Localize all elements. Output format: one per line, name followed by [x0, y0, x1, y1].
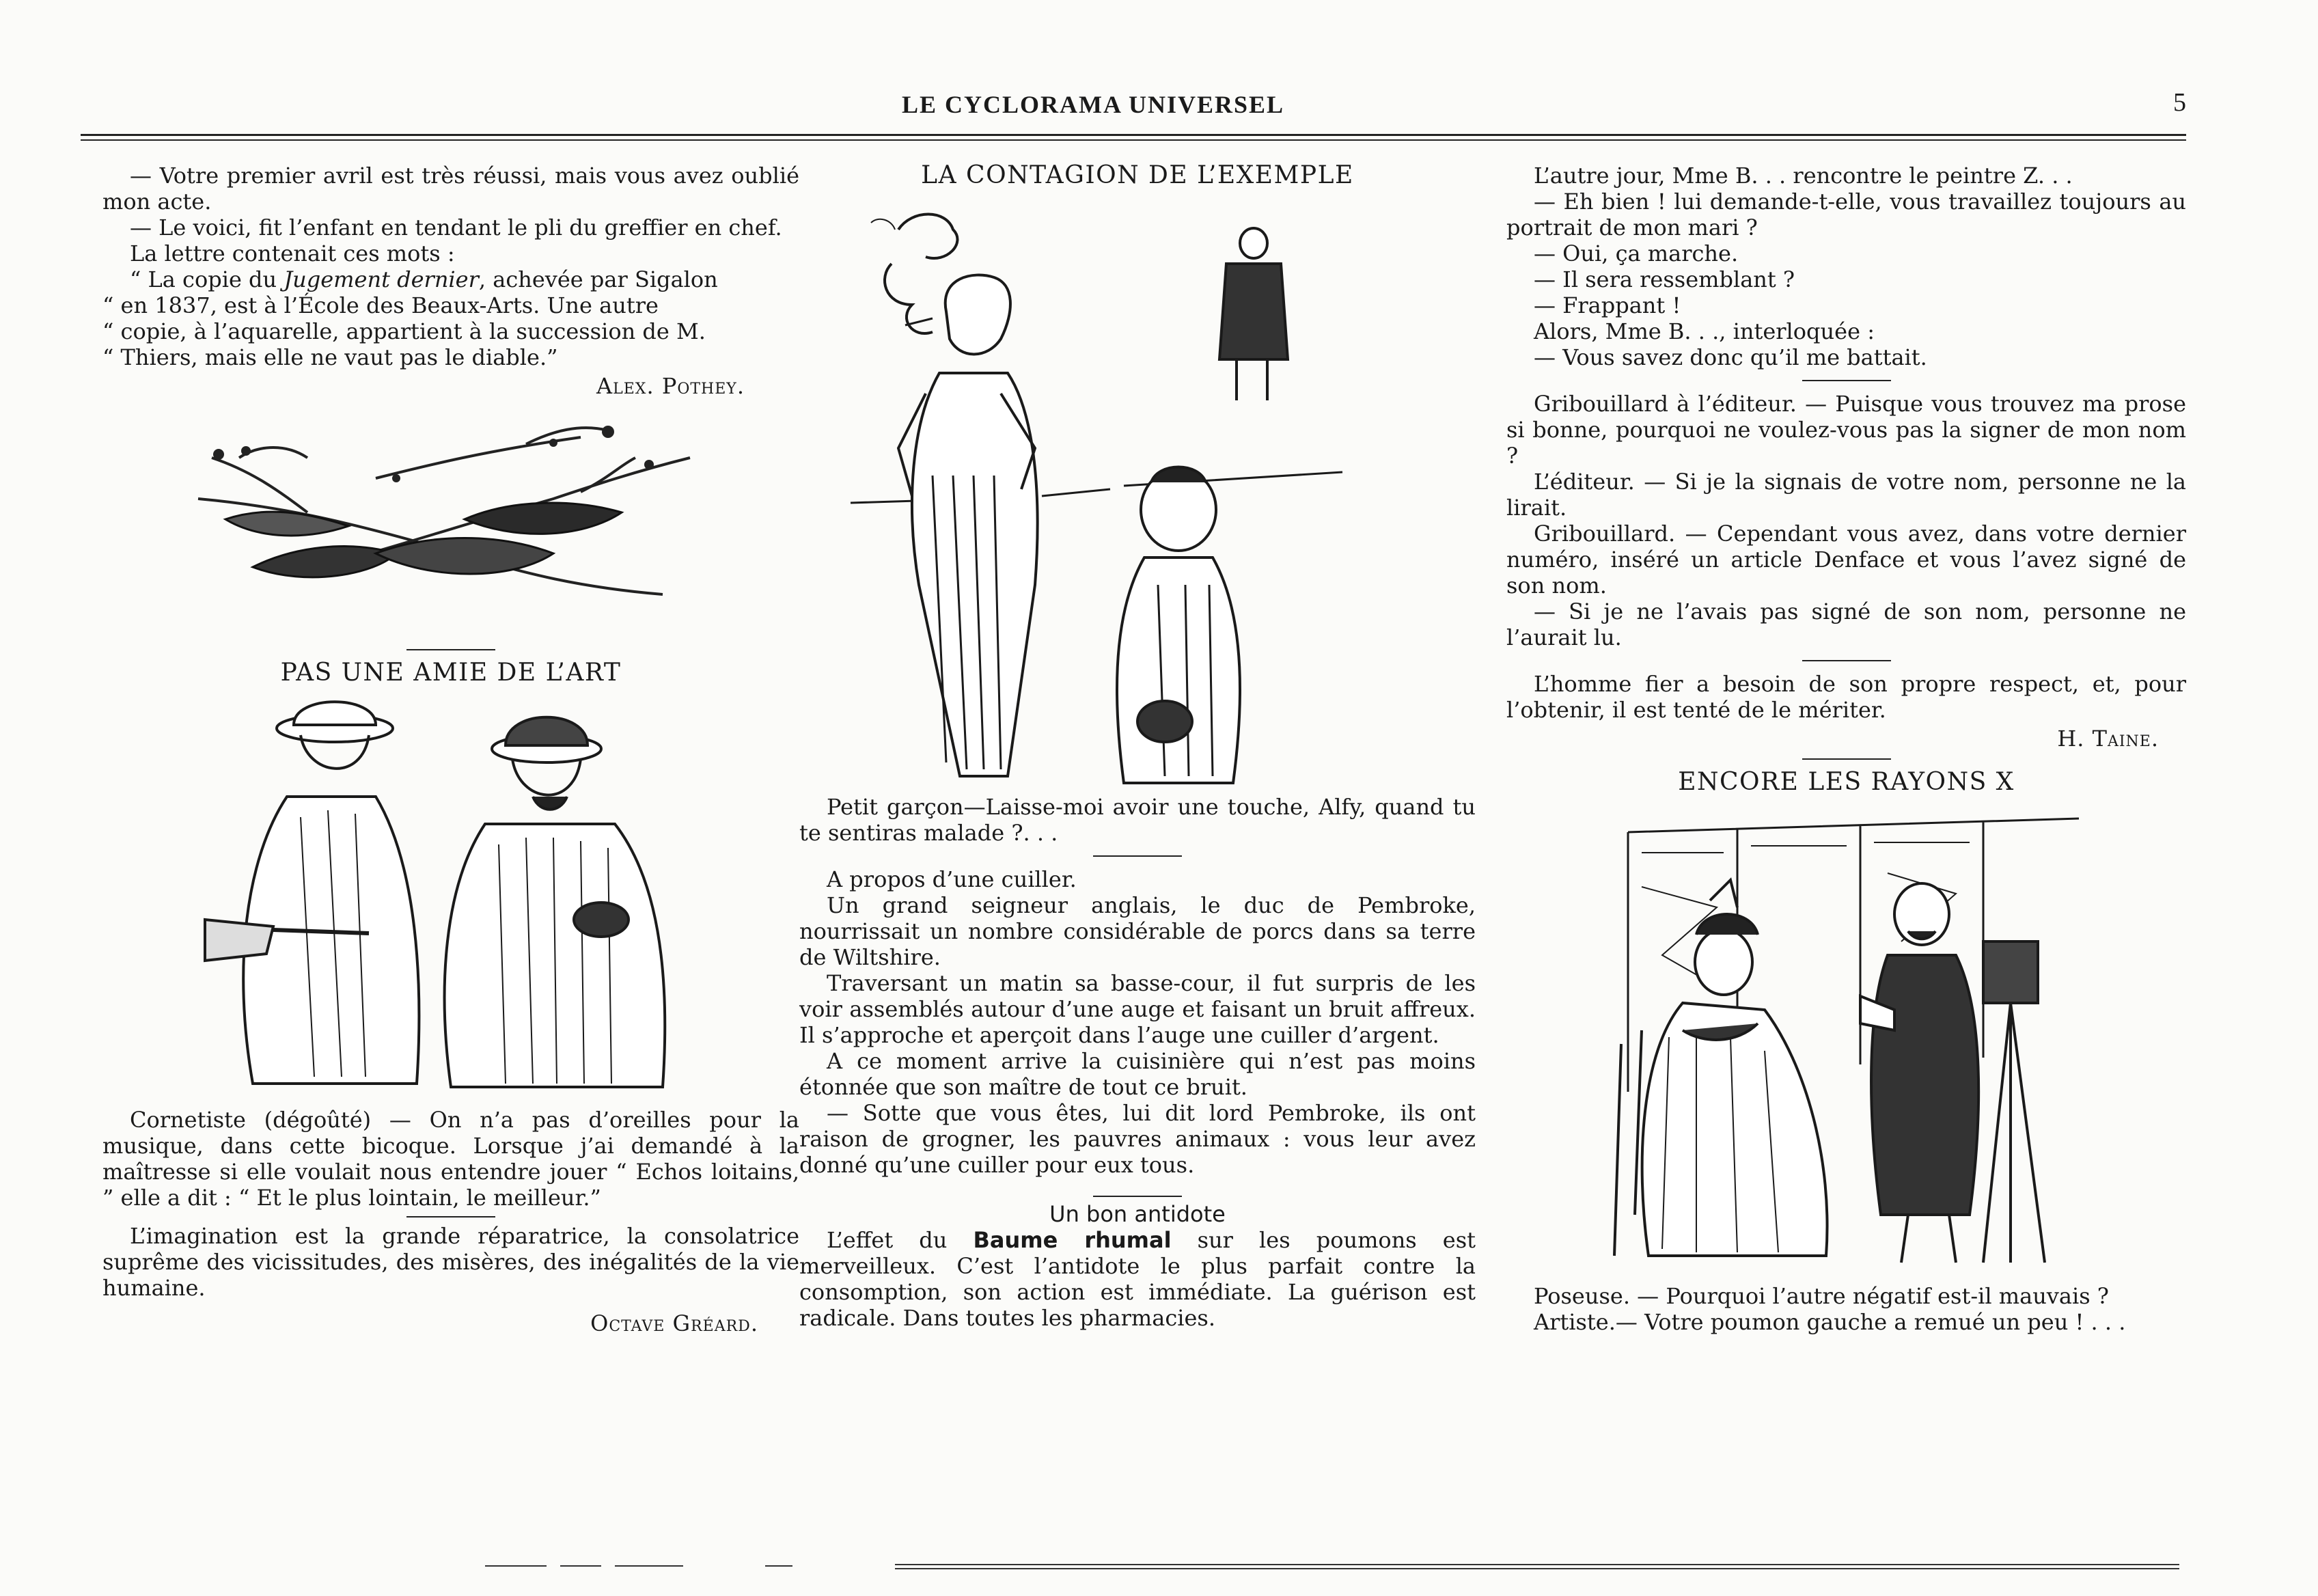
- paragraph: — Sotte que vous êtes, lui dit lord Pembroke, ils ont raison de grogner, les pauvres animaux : vous leur avez donné qu’une cuiller pour eux tous.: [799, 1100, 1476, 1178]
- bottom-rules: [0, 1558, 2318, 1578]
- separator: [1093, 855, 1182, 857]
- separator: [1802, 758, 1891, 760]
- separator: [1093, 1196, 1182, 1197]
- product-name: Baume rhumal: [973, 1227, 1172, 1253]
- section-heading: ENCORE LES RAYONS X: [1678, 768, 2015, 796]
- advert-text: [799, 1227, 1476, 1331]
- paragraph: Traversant un matin sa basse-cour, il fut surpris de les voir assemblés autour d’une auge et faisant un bruit affreux. Il s’approche et aperçoit dans l’auge une cuiller d’argent.: [799, 970, 1476, 1048]
- quote-text: , achevée par Sigalon: [478, 266, 718, 292]
- signature: Octave Gréard.: [590, 1310, 758, 1336]
- section-heading: LA CONTAGION DE L’EXEMPLE: [921, 161, 1354, 189]
- paragraph: — Il sera ressemblant ?: [1534, 266, 1795, 292]
- quote-line: “ Thiers, mais elle ne vaut pas le diable.”: [102, 344, 558, 370]
- page-header: [82, 87, 2186, 128]
- journal-title: LE CYCLORAMA UNIVERSEL: [901, 91, 1285, 118]
- paragraph: — Frappant !: [1534, 292, 1681, 318]
- paragraph: Gribouillard. — Cependant vous avez, dans votre dernier numéro, inséré un article Denface et vous l’avez signé de son nom.: [1506, 521, 2186, 598]
- quote-line: “ copie, à l’aquarelle, appartient à la succession de M.: [102, 318, 706, 344]
- page-number: 5: [2173, 88, 2186, 117]
- paragraph: — Votre premier avril est très réussi, mais vous avez oublié mon acte.: [102, 163, 799, 215]
- paragraph: — Oui, ça marche.: [1534, 240, 1739, 266]
- paragraph: Alors, Mme B. . ., interloquée :: [1534, 318, 1875, 344]
- smoking-man-and-boy-illustration: [837, 202, 1438, 790]
- quote-text: “ La copie du: [130, 266, 284, 292]
- column-left: [102, 163, 799, 1336]
- quote-title-italic: Jugement dernier: [284, 266, 479, 292]
- fish-and-branches-illustration: [171, 417, 731, 615]
- photographer-and-sitter-illustration: [1601, 805, 2093, 1269]
- paragraph: L’imagination est la grande réparatrice, la consolatrice suprême des vicissitudes, des misères, des inégalités de la vie humaine.: [102, 1223, 799, 1301]
- section-heading: PAS UNE AMIE DE L’ART: [280, 659, 622, 687]
- signature: H. Taine.: [2057, 726, 2159, 752]
- caption: Artiste.— Votre poumon gauche a remué un peu ! . . .: [1534, 1309, 2126, 1335]
- paragraph: A propos d’une cuiller.: [827, 866, 1077, 892]
- advert-text-part: L’effet du: [827, 1227, 974, 1253]
- separator: [1802, 380, 1891, 381]
- paragraph: — Si je ne l’avais pas signé de son nom, personne ne l’aurait lu.: [1506, 598, 2186, 650]
- separator: [406, 1216, 495, 1217]
- separator: [406, 649, 495, 650]
- paragraph: L’autre jour, Mme B. . . rencontre le peintre Z. . .: [1534, 163, 2073, 189]
- separator: [1802, 660, 1891, 661]
- paragraph: Cornetiste (dégoûté) — On n’a pas d’oreilles pour la musique, dans cette bicoque. Lorsque j’ai demandé à la maîtresse si elle voulait nous entendre jouer “ Echos loitains, ” elle a dit : “ Et le plus lointain, le meilleur.”: [102, 1107, 799, 1211]
- paragraph: A ce moment arrive la cuisinière qui n’est pas moins étonnée que son maître de tout ce bruit.: [799, 1048, 1476, 1100]
- header-rule-thick: [81, 134, 2186, 136]
- two-men-cornet-illustration: [191, 694, 710, 1090]
- caption: Petit garçon—Laisse-moi avoir une touche, Alfy, quand tu te sentiras malade ?. . .: [799, 794, 1476, 846]
- quote-line: [102, 266, 799, 292]
- advert-heading: Un bon antidote: [1049, 1201, 1226, 1227]
- advert-text-part: sur les poumons est merveilleux. C’est l’antidote le plus parfait contre la consomption, son action est immédiate. La guérison est radicale. Dans toutes les pharmacies.: [799, 1227, 1476, 1331]
- paragraph: Gribouillard à l’éditeur. — Puisque vous trouvez ma prose si bonne, pourquoi ne voulez-vous pas la signer de mon nom ?: [1506, 391, 2186, 469]
- signature: Alex. Pothey.: [596, 373, 745, 399]
- column-right: [1506, 163, 2186, 1335]
- paragraph: L’homme fier a besoin de son propre respect, et, pour l’obtenir, il est tenté de le mériter.: [1506, 671, 2186, 723]
- paragraph: L’éditeur. — Si je la signais de votre nom, personne ne la lirait.: [1506, 469, 2186, 521]
- caption: Poseuse. — Pourquoi l’autre négatif est-il mauvais ?: [1534, 1283, 2109, 1309]
- paragraph: — Vous savez donc qu’il me battait.: [1534, 344, 1927, 370]
- paragraph: — Le voici, fit l’enfant en tendant le pli du greffier en chef.: [130, 215, 782, 240]
- paragraph: — Eh bien ! lui demande-t-elle, vous travaillez toujours au portrait de mon mari ?: [1506, 189, 2186, 240]
- header-rule-thin: [81, 139, 2186, 141]
- paragraph: Un grand seigneur anglais, le duc de Pembroke, nourrissait un nombre considérable de porcs dans sa terre de Wiltshire.: [799, 892, 1476, 970]
- quote-line: “ en 1837, est à l’École des Beaux-Arts. Une autre: [102, 292, 659, 318]
- paragraph: La lettre contenait ces mots :: [130, 240, 455, 266]
- column-middle: [799, 163, 1476, 1331]
